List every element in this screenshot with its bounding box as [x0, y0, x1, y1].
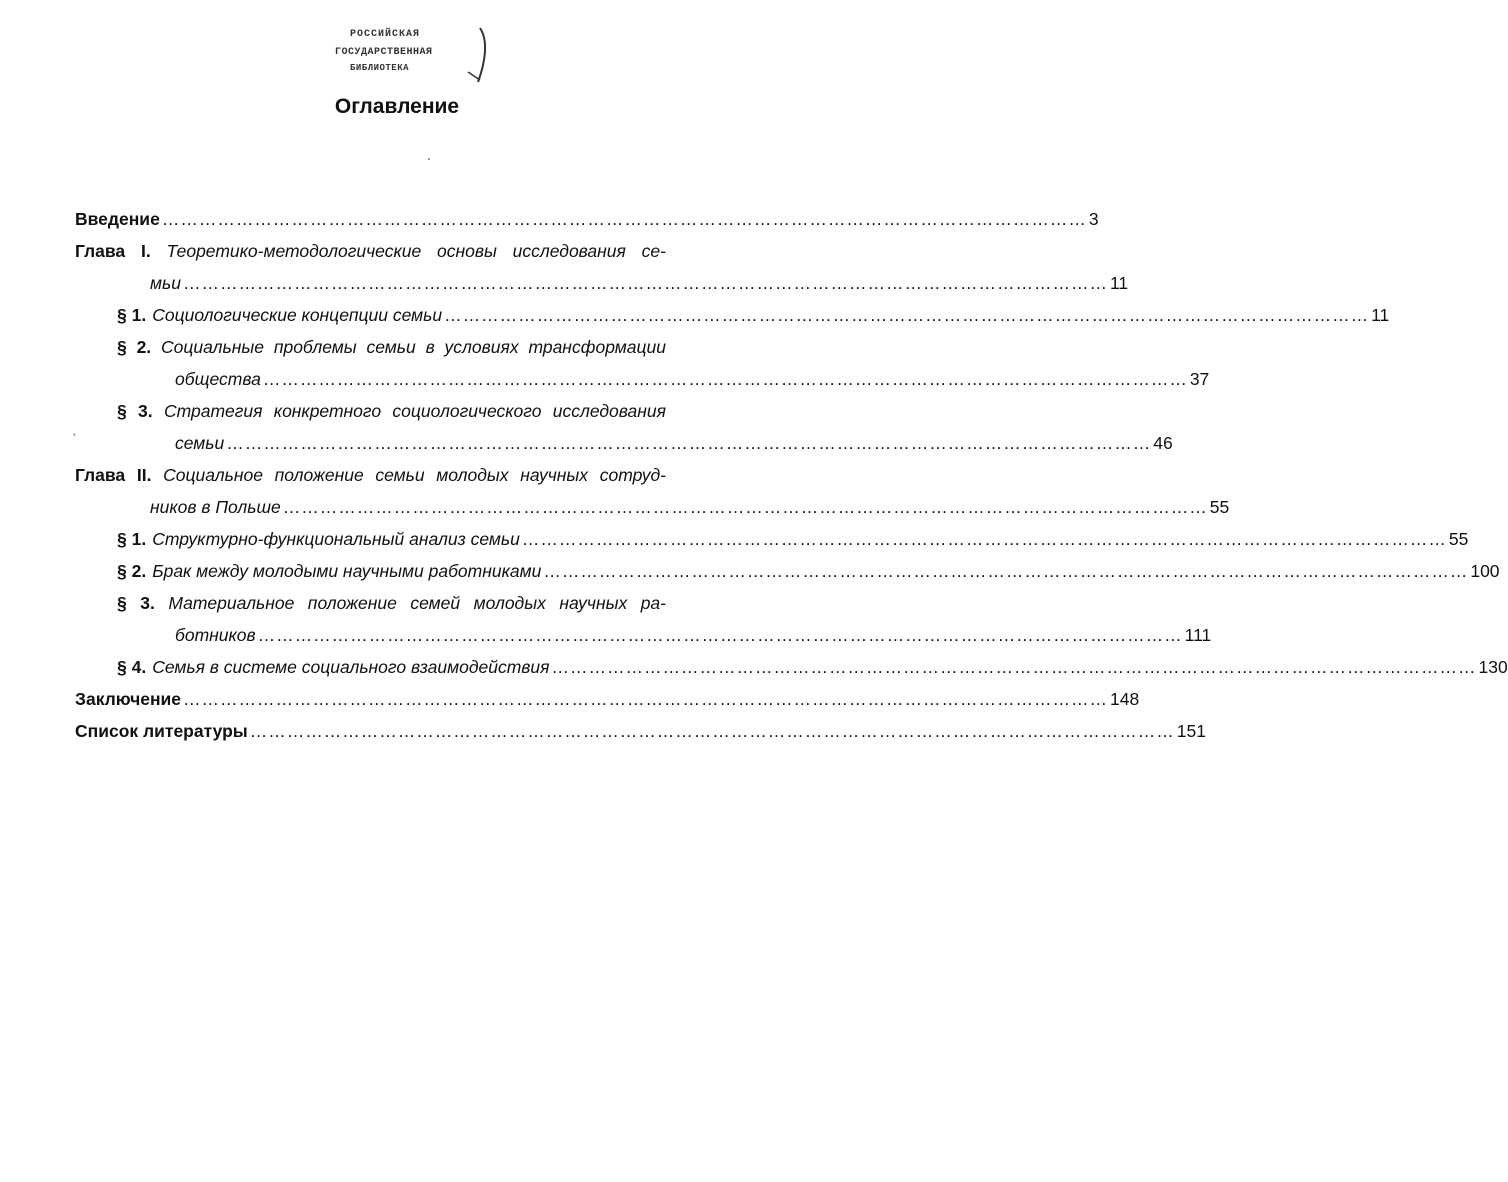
- stamp-line2: ГОСУДАРСТВЕННАЯ: [335, 47, 433, 58]
- toc-section-1-2[interactable]: [75, 331, 666, 363]
- chapter-label: Глава I.: [75, 241, 151, 261]
- toc-section-1-3-cont[interactable]: [75, 427, 1173, 459]
- table-of-contents: [75, 203, 1508, 747]
- page-number: 37: [1189, 369, 1210, 389]
- scan-speck: [428, 158, 430, 160]
- section-title-part2: общества: [175, 369, 261, 389]
- leader-dots: ……………………………………………………………………………………………………………………………………: [257, 625, 1183, 645]
- leader-dots: ……………………………………………………………………………………………………………………………………: [183, 689, 1109, 709]
- toc-entry-label: Введение: [75, 209, 160, 229]
- toc-entry-line: [75, 459, 666, 491]
- toc-section-1-2-cont[interactable]: [75, 363, 1210, 395]
- toc-entry-line: [117, 331, 666, 363]
- page-number: 148: [1110, 689, 1140, 709]
- page-number: 130: [1478, 657, 1508, 677]
- leader-dots: ……………………………………………………………………………………………………………………………………: [249, 721, 1175, 741]
- toc-entry-label: Список литературы: [75, 721, 248, 741]
- page-number: 55: [1448, 529, 1469, 549]
- chapter-title-part1: Социальное положение семьи молодых научных сотруд-: [163, 465, 666, 485]
- section-label: § 3.: [117, 401, 153, 421]
- leader-dots: ……………………………………………………………………………………………………………………………………: [226, 433, 1152, 453]
- chapter-label: Глава II.: [75, 465, 152, 485]
- section-label: § 2.: [117, 561, 147, 581]
- toc-entry-line: [117, 395, 666, 427]
- toc-chapter-1-cont[interactable]: [75, 267, 1129, 299]
- section-title-part2: семьи: [175, 433, 225, 453]
- toc-chapter-1[interactable]: [75, 235, 666, 267]
- page-number: 151: [1176, 721, 1206, 741]
- toc-entry-line: [75, 235, 666, 267]
- leader-dots: ……………………………………………………………………………………………………………………………………: [262, 369, 1188, 389]
- page-number: 46: [1153, 433, 1173, 453]
- stamp-scribble-icon: [478, 28, 485, 82]
- toc-chapter-2-cont[interactable]: [75, 491, 1230, 523]
- section-label: § 1.: [117, 305, 147, 325]
- section-title-part1: Стратегия конкретного социологического исследования: [163, 401, 666, 421]
- chapter-title-part1: Теоретико-методологические основы исследования се-: [166, 241, 666, 261]
- section-label: § 4.: [117, 657, 147, 677]
- stamp-line1: РОССИЙСКАЯ: [350, 29, 421, 40]
- page-number: 100: [1470, 561, 1500, 581]
- toc-entry-label: Заключение: [75, 689, 182, 709]
- toc-section-2-3-cont[interactable]: [75, 619, 1212, 651]
- section-label: § 1.: [117, 529, 147, 549]
- leader-dots: ……………………………………………………………………………………………………………………………………: [543, 561, 1469, 581]
- stamp-graphic: [330, 20, 500, 90]
- leader-dots: ……………………………………………………………………………………………………………………………………: [551, 657, 1477, 677]
- section-title-part1: Материальное положение семей молодых научных ра-: [168, 593, 666, 613]
- leader-dots: ……………………………………………………………………………………………………………………………………: [444, 305, 1370, 325]
- toc-section-2-3[interactable]: [75, 587, 666, 619]
- scan-mark: ˛: [73, 422, 77, 436]
- toc-entry-conclusion[interactable]: [75, 683, 1140, 715]
- chapter-title-part2: ников в Польше: [150, 497, 281, 517]
- section-title: Структурно-функциональный анализ семьи: [152, 529, 520, 549]
- stamp-line3: БИБЛИОТЕКА: [350, 63, 410, 73]
- leader-dots: ……………………………………………………………………………………………………………………………………: [282, 497, 1208, 517]
- toc-section-1-3[interactable]: [75, 395, 666, 427]
- stamp-tick-icon: [468, 72, 480, 80]
- page-number: 55: [1209, 497, 1230, 517]
- page-number: 3: [1088, 209, 1099, 229]
- section-label: § 3.: [117, 593, 155, 613]
- toc-section-2-1[interactable]: [75, 523, 1469, 555]
- leader-dots: ……………………………………………………………………………………………………………………………………: [182, 273, 1108, 293]
- section-title: Социологические концепции семьи: [152, 305, 443, 325]
- chapter-title-part2: мьи: [150, 273, 181, 293]
- toc-section-1-1[interactable]: [75, 299, 1390, 331]
- library-stamp: [330, 20, 500, 90]
- section-label: § 2.: [117, 337, 152, 357]
- toc-chapter-2[interactable]: [75, 459, 666, 491]
- page-number: 111: [1184, 625, 1212, 645]
- page-number: 11: [1371, 305, 1390, 325]
- section-title: Семья в системе социального взаимодействия: [152, 657, 550, 677]
- page-title: Оглавление: [334, 95, 460, 118]
- leader-dots: ……………………………………………………………………………………………………………………………………: [161, 209, 1087, 229]
- toc-section-2-4[interactable]: [75, 651, 1508, 683]
- page-number: 11: [1109, 273, 1129, 293]
- toc-entry-line: [117, 587, 666, 619]
- section-title-part2: ботников: [175, 625, 256, 645]
- toc-entry-intro[interactable]: [75, 203, 1099, 235]
- toc-section-2-2[interactable]: [75, 555, 1500, 587]
- section-title: Брак между молодыми научными работниками: [152, 561, 542, 581]
- leader-dots: ……………………………………………………………………………………………………………………………………: [521, 529, 1447, 549]
- toc-entry-references[interactable]: [75, 715, 1206, 747]
- section-title-part1: Социальные проблемы семьи в условиях трансформации: [161, 337, 666, 357]
